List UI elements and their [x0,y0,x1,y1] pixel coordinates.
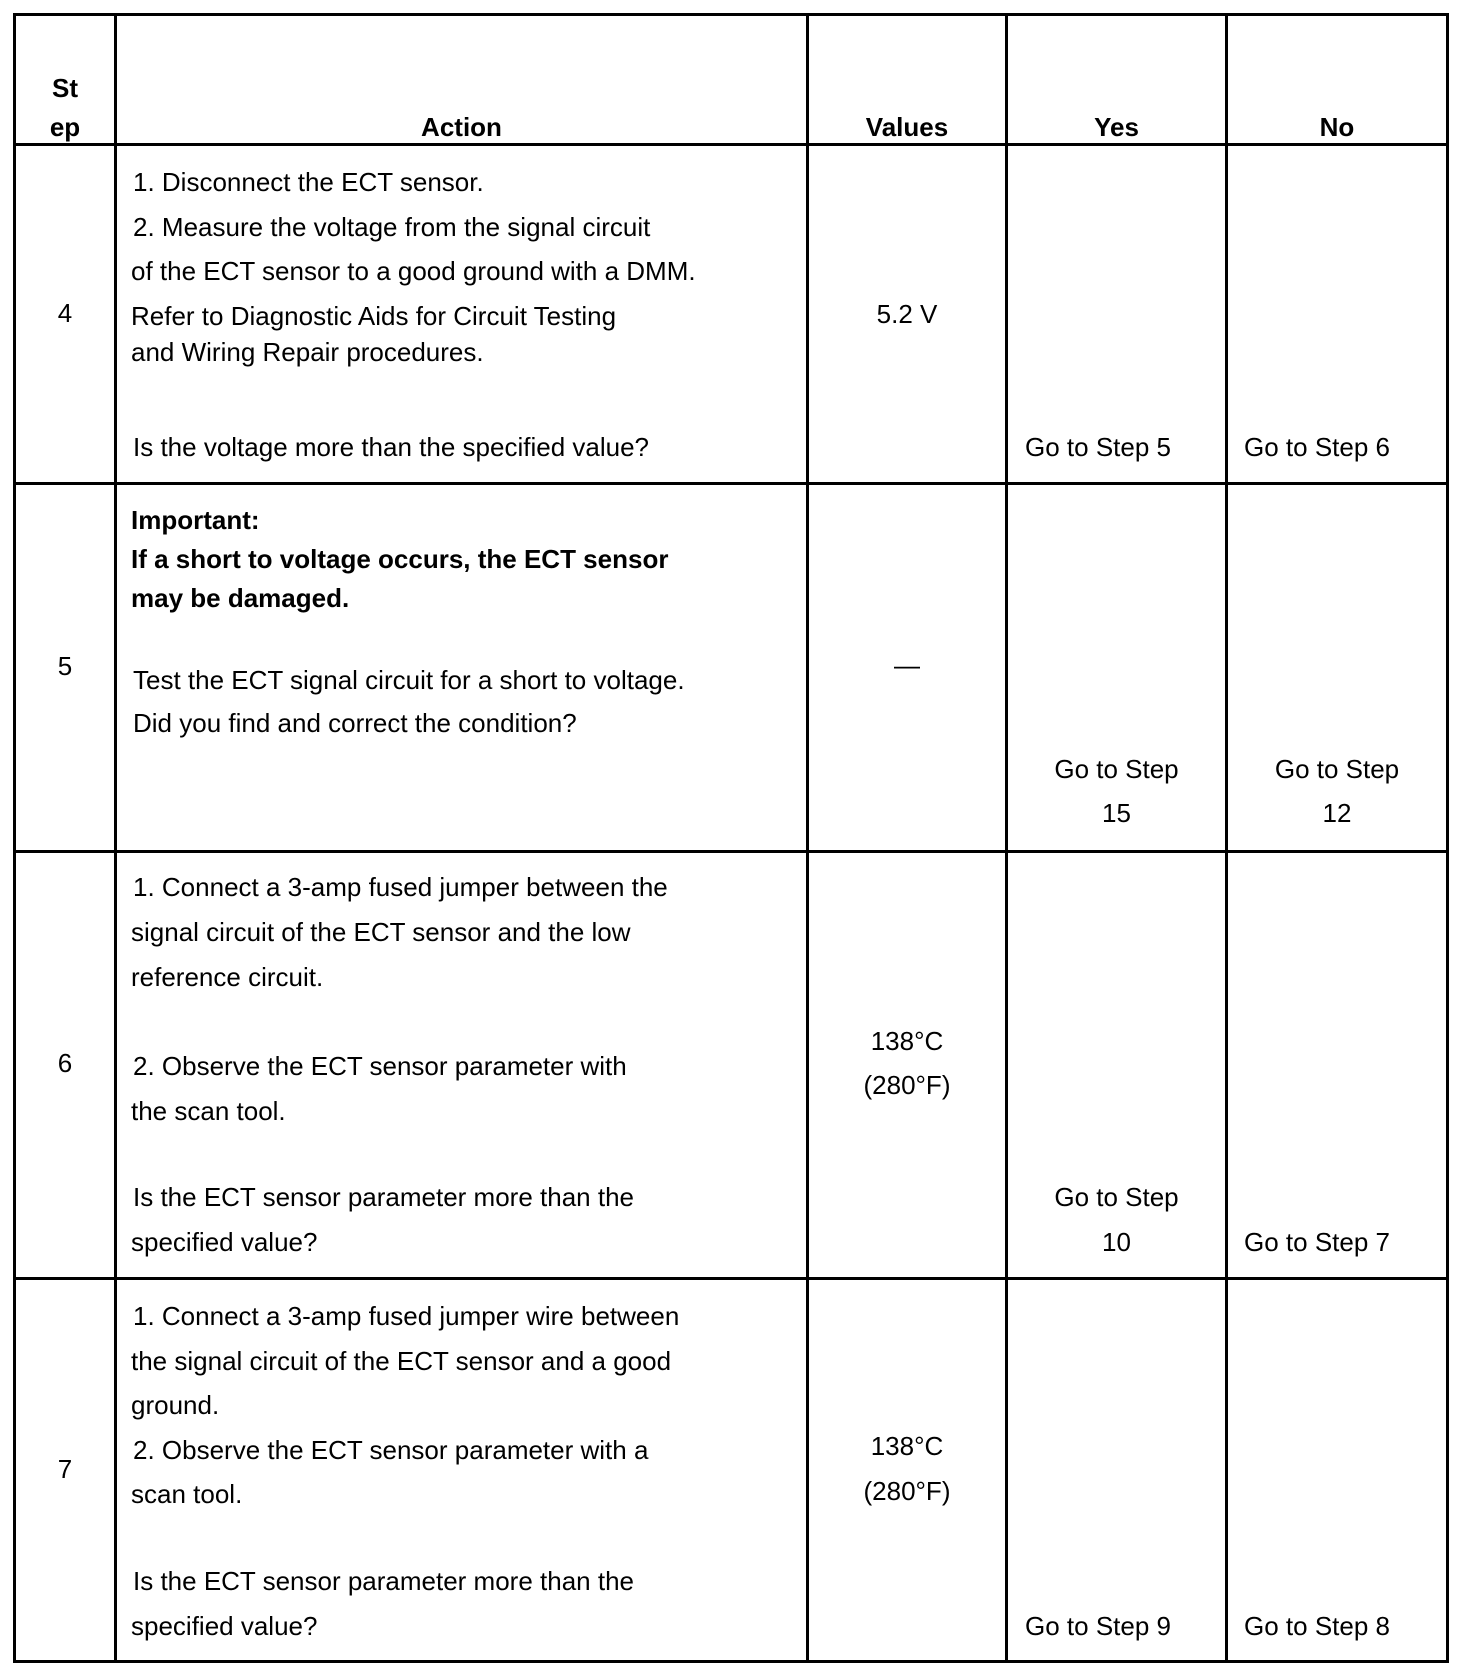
yes-cell-line2: 15 [1102,798,1131,828]
value-cell: — [894,650,920,680]
header-action: Action [421,112,502,142]
action-line: of the ECT sensor to a good ground with a DMM. [131,256,696,286]
row-divider [13,1277,1449,1280]
step-number: 4 [57,298,73,328]
value-cell-line2: (280°F) [863,1476,951,1506]
value-cell-line1: 138°C [870,1026,944,1056]
table-border-left [13,13,16,1663]
action-question: specified value? [131,1611,318,1641]
column-divider [1225,13,1228,1663]
no-cell: Go to Step 7 [1244,1227,1390,1257]
action-line: 2. Observe the ECT sensor parameter with [133,1051,627,1081]
action-line: ground. [131,1390,220,1420]
yes-cell-line1: Go to Step [1054,1182,1179,1212]
action-line: scan tool. [131,1479,243,1509]
important-note-line: If a short to voltage occurs, the ECT sensor [131,544,669,574]
yes-cell-line2: 10 [1102,1227,1131,1257]
header-step-line1: St [52,73,78,103]
action-line: Refer to Diagnostic Aids for Circuit Testing [131,301,617,331]
header-step-line2: ep [49,112,81,142]
table-border-top [13,13,1449,16]
table-border-bottom [13,1660,1449,1663]
column-divider [806,13,809,1663]
header-no: No [1319,112,1355,142]
important-label: Important: [131,505,260,535]
value-cell: 5.2 V [876,299,938,329]
action-line: 1. Connect a 3-amp fused jumper wire between [133,1301,680,1331]
action-line: the signal circuit of the ECT sensor and a good [131,1346,672,1376]
header-yes: Yes [1094,112,1139,142]
row-divider [13,850,1449,853]
action-line: 1. Connect a 3-amp fused jumper between the [133,872,668,902]
no-cell: Go to Step 6 [1244,432,1390,462]
action-line: the scan tool. [131,1096,286,1126]
table-border-right [1446,13,1449,1663]
no-cell-line1: Go to Step [1274,754,1400,784]
action-line: Test the ECT signal circuit for a short to voltage. [133,665,685,695]
header-values: Values [865,112,949,142]
step-number: 7 [57,1454,73,1484]
row-divider [13,482,1449,485]
action-line: 1. Disconnect the ECT sensor. [133,167,484,197]
important-note-line: may be damaged. [131,583,350,613]
yes-cell-line1: Go to Step [1054,754,1179,784]
action-line: reference circuit. [131,962,324,992]
action-line: 2. Measure the voltage from the signal circuit [133,212,651,242]
value-cell-line2: (280°F) [863,1070,951,1100]
column-divider [1005,13,1008,1663]
no-cell-line2: 12 [1322,798,1352,828]
action-question: Is the voltage more than the specified value? [133,432,649,462]
action-question: Did you find and correct the condition? [133,708,577,738]
step-number: 5 [57,651,73,681]
action-line: and Wiring Repair procedures. [131,337,484,367]
action-question: specified value? [131,1227,318,1257]
action-question: Is the ECT sensor parameter more than the [133,1182,634,1212]
no-cell: Go to Step 8 [1244,1611,1390,1641]
value-cell-line1: 138°C [870,1431,944,1461]
action-line: signal circuit of the ECT sensor and the low [131,917,631,947]
row-divider [13,143,1449,146]
yes-cell: Go to Step 9 [1025,1611,1171,1641]
step-number: 6 [57,1048,73,1078]
yes-cell: Go to Step 5 [1025,432,1171,462]
action-question: Is the ECT sensor parameter more than the [133,1566,634,1596]
action-line: 2. Observe the ECT sensor parameter with a [133,1435,649,1465]
column-divider [114,13,117,1663]
